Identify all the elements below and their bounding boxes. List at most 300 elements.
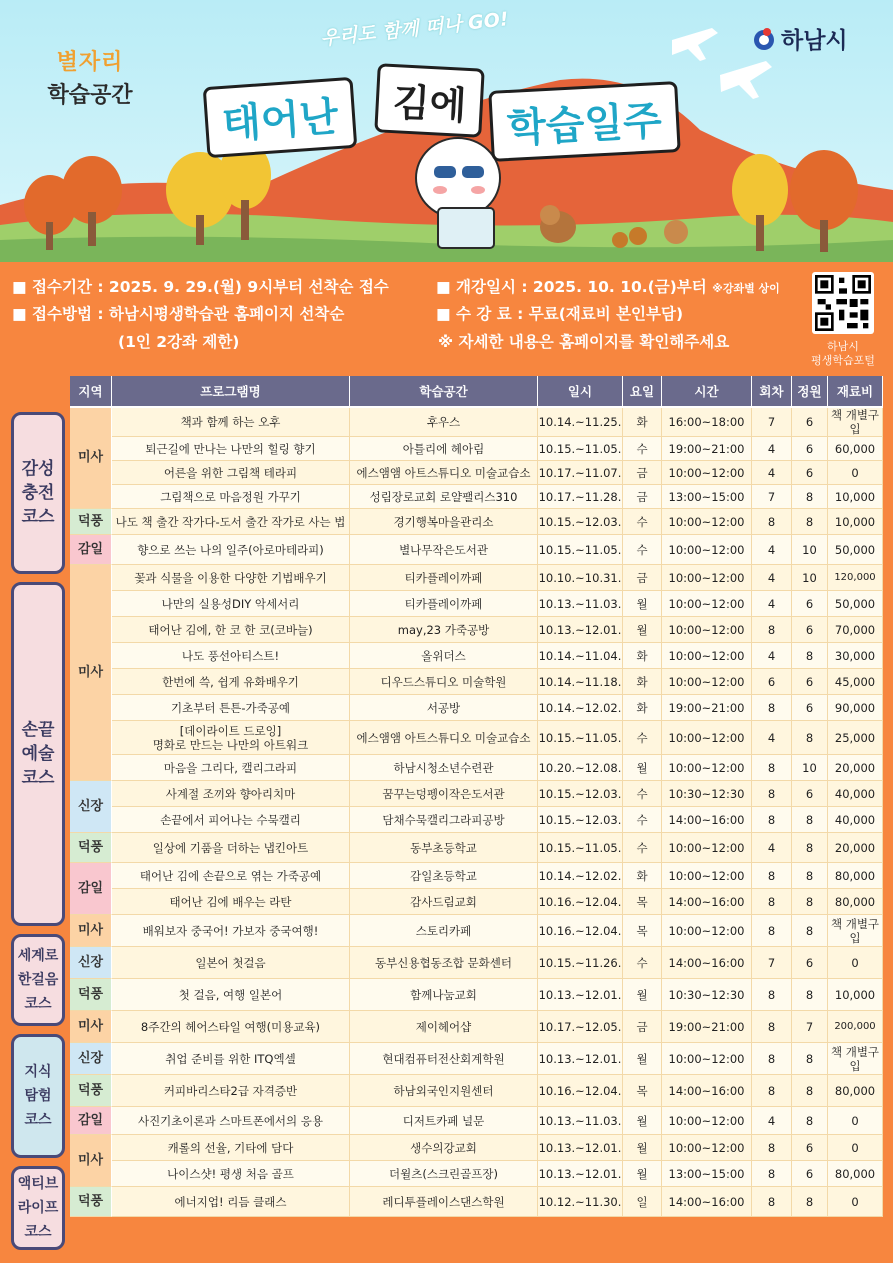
- info-more: ※ 자세한 내용은 홈페이지를 확인해주세요: [438, 333, 730, 351]
- cell-venue: 동부초등학교: [350, 833, 538, 863]
- cell-period: 10.20.~12.08.: [538, 755, 623, 781]
- cell-material-fee: 40,000: [828, 781, 883, 807]
- cell-time: 10:00~12:00: [662, 591, 752, 617]
- cell-day: 월: [623, 755, 662, 781]
- cell-period: 10.14.~11.25.: [538, 408, 623, 437]
- cell-venue: 에스앰앰 아트스튜디오 미술교습소: [350, 461, 538, 485]
- cell-day: 수: [623, 833, 662, 863]
- cell-region: 미사: [70, 1135, 112, 1187]
- cell-material-fee: 0: [828, 947, 883, 979]
- table-row: [70, 1187, 883, 1217]
- cell-period: 10.13.~12.01.: [538, 617, 623, 643]
- cell-region: 덕풍: [70, 1187, 112, 1217]
- cell-day: 월: [623, 617, 662, 643]
- cell-time: 10:00~12:00: [662, 863, 752, 889]
- cell-time: 19:00~21:00: [662, 1011, 752, 1043]
- cell-material-fee: 10,000: [828, 979, 883, 1011]
- cell-material-fee: 30,000: [828, 643, 883, 669]
- cell-material-fee: 90,000: [828, 695, 883, 721]
- cell-program: 나만의 실용성DIY 악세서리: [112, 591, 350, 617]
- course-label-text: 세계로 한걸음 코스: [17, 948, 59, 1012]
- table-row: [70, 807, 883, 833]
- cell-capacity: 8: [792, 915, 828, 947]
- cell-region: 덕풍: [70, 833, 112, 863]
- col-program: 프로그램명: [112, 376, 350, 408]
- cell-day: 목: [623, 889, 662, 915]
- cell-sessions: 8: [752, 807, 792, 833]
- cell-period: 10.13.~11.03.: [538, 1107, 623, 1135]
- course-label-text: 손끝 예술 코스: [21, 720, 55, 788]
- cell-capacity: 8: [792, 509, 828, 535]
- cell-time: 10:00~12:00: [662, 565, 752, 591]
- cell-program: 태어난 김에 배우는 라탄: [112, 889, 350, 915]
- table-row: [70, 1075, 883, 1107]
- cell-program: 손끝에서 피어나는 수묵캘리: [112, 807, 350, 833]
- cell-sessions: 4: [752, 1107, 792, 1135]
- cell-time: 10:30~12:30: [662, 781, 752, 807]
- cell-time: 10:00~12:00: [662, 669, 752, 695]
- cell-material-fee: 책 개별구입: [828, 408, 883, 437]
- col-material-fee: 재료비: [828, 376, 883, 408]
- col-venue: 학습공간: [350, 376, 538, 408]
- cell-program: 첫 걸음, 여행 일본어: [112, 979, 350, 1011]
- cell-time: 10:30~12:30: [662, 979, 752, 1011]
- cell-venue: 담채수묵캘리그라피공방: [350, 807, 538, 833]
- cell-day: 월: [623, 1135, 662, 1161]
- cell-sessions: 4: [752, 437, 792, 461]
- cell-day: 월: [623, 979, 662, 1011]
- cell-venue: 함께나눔교회: [350, 979, 538, 1011]
- cell-material-fee: 80,000: [828, 863, 883, 889]
- cell-program: 기초부터 튼튼-가죽공예: [112, 695, 350, 721]
- cell-sessions: 4: [752, 565, 792, 591]
- cell-material-fee: 80,000: [828, 889, 883, 915]
- cell-period: 10.16.~12.04.: [538, 1075, 623, 1107]
- cell-time: 10:00~12:00: [662, 535, 752, 565]
- cell-venue: 동부신용협동조합 문화센터: [350, 947, 538, 979]
- cell-material-fee: 60,000: [828, 437, 883, 461]
- cell-capacity: 6: [792, 695, 828, 721]
- cell-program: [데이라이트 드로잉] 명화로 만드는 나만의 아트워크: [112, 721, 350, 755]
- cell-program: 마음을 그리다, 캘리그라피: [112, 755, 350, 781]
- cell-sessions: 4: [752, 721, 792, 755]
- cell-day: 수: [623, 509, 662, 535]
- brand-name: 하남시: [781, 28, 848, 54]
- table-row: [70, 1107, 883, 1135]
- cell-capacity: 6: [792, 591, 828, 617]
- cell-period: 10.15.~11.05.: [538, 535, 623, 565]
- cell-day: 수: [623, 437, 662, 461]
- cell-period: 10.14.~12.02.: [538, 863, 623, 889]
- table-row: [70, 781, 883, 807]
- cell-period: 10.13.~12.01.: [538, 979, 623, 1011]
- cell-program: 어른을 위한 그림책 테라피: [112, 461, 350, 485]
- cell-period: 10.14.~11.04.: [538, 643, 623, 669]
- col-region: 지역: [70, 376, 112, 408]
- cell-region: 덕풍: [70, 979, 112, 1011]
- table-row: [70, 591, 883, 617]
- cell-material-fee: 10,000: [828, 485, 883, 509]
- cell-sessions: 8: [752, 1043, 792, 1075]
- cell-material-fee: 0: [828, 1135, 883, 1161]
- info-fee: ■ 수 강 료 : 무료(재료비 본인부담): [436, 305, 684, 323]
- cell-time: 10:00~12:00: [662, 509, 752, 535]
- table-row: [70, 695, 883, 721]
- cell-period: 10.15.~12.03.: [538, 781, 623, 807]
- cell-time: 10:00~12:00: [662, 1107, 752, 1135]
- cell-material-fee: 0: [828, 1107, 883, 1135]
- cell-sessions: 8: [752, 509, 792, 535]
- cell-sessions: 8: [752, 781, 792, 807]
- cell-venue: 하남외국인지원센터: [350, 1075, 538, 1107]
- program-table: [70, 376, 883, 1217]
- table-row: [70, 565, 883, 591]
- cell-period: 10.13.~12.01.: [538, 1135, 623, 1161]
- cell-capacity: 8: [792, 1107, 828, 1135]
- cell-day: 금: [623, 461, 662, 485]
- cell-day: 화: [623, 643, 662, 669]
- cell-day: 금: [623, 565, 662, 591]
- cell-program: 나도 책 출간 작가다-도서 출간 작가로 사는 법: [112, 509, 350, 535]
- table-row: [70, 485, 883, 509]
- cell-program: 캐롤의 선율, 기타에 담다: [112, 1135, 350, 1161]
- cell-material-fee: 20,000: [828, 755, 883, 781]
- cell-sessions: 8: [752, 1161, 792, 1187]
- cell-sessions: 7: [752, 408, 792, 437]
- cell-period: 10.13.~12.01.: [538, 1043, 623, 1075]
- table-row: [70, 915, 883, 947]
- cell-period: 10.15.~11.05.: [538, 833, 623, 863]
- cell-capacity: 8: [792, 721, 828, 755]
- cell-sessions: 8: [752, 695, 792, 721]
- cell-capacity: 8: [792, 863, 828, 889]
- course-label-active: [11, 1166, 65, 1250]
- cell-sessions: 8: [752, 755, 792, 781]
- cell-program: 한번에 쓱, 쉽게 유화배우기: [112, 669, 350, 695]
- cell-region: 감일: [70, 1107, 112, 1135]
- cell-capacity: 8: [792, 485, 828, 509]
- cell-sessions: 4: [752, 461, 792, 485]
- cell-sessions: 8: [752, 1011, 792, 1043]
- cell-sessions: 8: [752, 1187, 792, 1217]
- cell-time: 16:00~18:00: [662, 408, 752, 437]
- cell-day: 화: [623, 408, 662, 437]
- cell-venue: 후우스: [350, 408, 538, 437]
- cell-capacity: 8: [792, 833, 828, 863]
- course-label-text: 액티브 라이프 코스: [17, 1176, 59, 1240]
- table-row: [70, 979, 883, 1011]
- cell-time: 10:00~12:00: [662, 721, 752, 755]
- info-method: ■ 접수방법 : 하남시평생학습관 홈페이지 선착순: [12, 305, 345, 323]
- cell-program: 8주간의 헤어스타일 여행(미용교육): [112, 1011, 350, 1043]
- cell-capacity: 6: [792, 437, 828, 461]
- cell-region: 미사: [70, 915, 112, 947]
- cell-day: 월: [623, 1043, 662, 1075]
- cell-program: 향으로 쓰는 나의 일주(아로마테라피): [112, 535, 350, 565]
- cell-venue: 에스앰앰 아트스튜디오 미술교습소: [350, 721, 538, 755]
- info-limit: (1인 2강좌 제한): [118, 333, 240, 351]
- info-start: [436, 275, 780, 297]
- cell-capacity: 6: [792, 669, 828, 695]
- slogan: 우리도 함께 떠나 GO!: [319, 8, 510, 50]
- cell-venue: 스토리카페: [350, 915, 538, 947]
- cell-material-fee: 70,000: [828, 617, 883, 643]
- cell-program: 일본어 첫걸음: [112, 947, 350, 979]
- logo-line1: 별자리: [56, 50, 124, 75]
- cell-day: 월: [623, 1107, 662, 1135]
- cell-material-fee: 0: [828, 461, 883, 485]
- cell-venue: 티카플레이까페: [350, 565, 538, 591]
- cell-program: 나도 풍선아티스트!: [112, 643, 350, 669]
- cell-material-fee: 10,000: [828, 509, 883, 535]
- course-label-world: [11, 934, 65, 1026]
- cell-capacity: 6: [792, 461, 828, 485]
- cell-period: 10.13.~11.03.: [538, 591, 623, 617]
- qr-code[interactable]: [812, 272, 874, 334]
- cell-sessions: 7: [752, 485, 792, 509]
- cell-time: 14:00~16:00: [662, 807, 752, 833]
- cell-material-fee: 40,000: [828, 807, 883, 833]
- cell-sessions: 4: [752, 535, 792, 565]
- cell-capacity: 6: [792, 1135, 828, 1161]
- cell-venue: 제이헤어샵: [350, 1011, 538, 1043]
- cell-venue: 꿈꾸는덩펭이작은도서관: [350, 781, 538, 807]
- cell-venue: 디우드스튜디오 미술학원: [350, 669, 538, 695]
- table-row: [70, 535, 883, 565]
- cell-material-fee: 0: [828, 1187, 883, 1217]
- cell-venue: 성림장로교회 로얄팰리스310: [350, 485, 538, 509]
- cell-venue: 경기행복마을관리소: [350, 509, 538, 535]
- cell-venue: 티카플레이까페: [350, 591, 538, 617]
- table-row: [70, 1135, 883, 1161]
- cell-day: 수: [623, 781, 662, 807]
- cell-sessions: 4: [752, 591, 792, 617]
- cell-time: 13:00~15:00: [662, 1161, 752, 1187]
- cell-period: 10.15.~11.26.: [538, 947, 623, 979]
- cell-day: 수: [623, 721, 662, 755]
- cell-day: 화: [623, 695, 662, 721]
- col-time: 시간: [662, 376, 752, 408]
- cell-capacity: 6: [792, 781, 828, 807]
- cell-material-fee: 50,000: [828, 591, 883, 617]
- cell-program: 커피바리스타2급 자격증반: [112, 1075, 350, 1107]
- table-row: [70, 947, 883, 979]
- cell-time: 14:00~16:00: [662, 1187, 752, 1217]
- cell-day: 수: [623, 807, 662, 833]
- cell-venue: 감일초등학교: [350, 863, 538, 889]
- cell-capacity: 8: [792, 1075, 828, 1107]
- cell-period: 10.12.~11.30.: [538, 1187, 623, 1217]
- cell-region: 미사: [70, 565, 112, 781]
- table-row: [70, 509, 883, 535]
- cell-day: 수: [623, 947, 662, 979]
- cell-capacity: 6: [792, 947, 828, 979]
- table-row: [70, 643, 883, 669]
- course-label-text: 지식 탐험 코스: [24, 1064, 52, 1128]
- cell-venue: 감사드림교회: [350, 889, 538, 915]
- cell-time: 10:00~12:00: [662, 1135, 752, 1161]
- cell-region: 감일: [70, 535, 112, 565]
- cell-day: 수: [623, 535, 662, 565]
- cell-region: 덕풍: [70, 509, 112, 535]
- cell-venue: 생수의강교회: [350, 1135, 538, 1161]
- title-part-1: 태어난: [203, 77, 358, 158]
- program-table-wrapper: [70, 376, 883, 1217]
- cell-time: 10:00~12:00: [662, 833, 752, 863]
- cell-program: 일상에 기품을 더하는 냅킨아트: [112, 833, 350, 863]
- cell-material-fee: 80,000: [828, 1075, 883, 1107]
- cell-day: 목: [623, 915, 662, 947]
- table-row: [70, 1161, 883, 1187]
- cell-time: 10:00~12:00: [662, 461, 752, 485]
- table-row: [70, 1043, 883, 1075]
- cell-time: 14:00~16:00: [662, 947, 752, 979]
- qr-caption: [798, 340, 888, 368]
- info-start-text: ■ 개강일시 : 2025. 10. 10.(금)부터: [436, 278, 707, 296]
- cell-program: 사진기초이론과 스마트폰에서의 응용: [112, 1107, 350, 1135]
- cell-program: 에너지업! 리듬 클래스: [112, 1187, 350, 1217]
- cell-time: 14:00~16:00: [662, 1075, 752, 1107]
- table-row: [70, 669, 883, 695]
- qr-caption-line2: 평생학습포털: [811, 354, 875, 367]
- cell-sessions: 8: [752, 1135, 792, 1161]
- col-day: 요일: [623, 376, 662, 408]
- cell-period: 10.17.~11.07.: [538, 461, 623, 485]
- table-row: [70, 833, 883, 863]
- cell-sessions: 8: [752, 1075, 792, 1107]
- cell-program: 취업 준비를 위한 ITQ엑셀: [112, 1043, 350, 1075]
- cell-time: 10:00~12:00: [662, 755, 752, 781]
- cell-material-fee: 20,000: [828, 833, 883, 863]
- cell-program: 그림책으로 마음정원 가꾸기: [112, 485, 350, 509]
- cell-venue: 현대컴퓨터전산회계학원: [350, 1043, 538, 1075]
- cell-day: 화: [623, 863, 662, 889]
- cell-day: 화: [623, 669, 662, 695]
- info-start-note: ※강좌별 상이: [712, 282, 780, 295]
- title-part-3: 학습일주: [488, 81, 680, 162]
- logo-line2: 학습공간: [47, 83, 133, 108]
- cell-material-fee: 120,000: [828, 565, 883, 591]
- cell-capacity: 8: [792, 1187, 828, 1217]
- cell-capacity: 8: [792, 1043, 828, 1075]
- cell-sessions: 7: [752, 947, 792, 979]
- info-period: ■ 접수기간 : 2025. 9. 29.(월) 9시부터 선착순 접수: [12, 278, 389, 296]
- table-row: [70, 437, 883, 461]
- cell-time: 14:00~16:00: [662, 889, 752, 915]
- cell-program: 퇴근길에 만나는 나만의 힐링 향기: [112, 437, 350, 461]
- cell-capacity: 8: [792, 643, 828, 669]
- cell-region: 감일: [70, 863, 112, 915]
- cell-sessions: 8: [752, 617, 792, 643]
- cell-period: 10.14.~12.02.: [538, 695, 623, 721]
- course-label-knowledge: [11, 1034, 65, 1158]
- cell-time: 19:00~21:00: [662, 695, 752, 721]
- cell-time: 10:00~12:00: [662, 617, 752, 643]
- star-learning-logo: [40, 45, 140, 109]
- course-label-handcraft: [11, 582, 65, 926]
- cell-program: 사계절 조끼와 향아리치마: [112, 781, 350, 807]
- cell-venue: 하남시청소년수련관: [350, 755, 538, 781]
- cell-day: 금: [623, 485, 662, 509]
- cell-sessions: 4: [752, 643, 792, 669]
- cell-program: 배워보자 중국어! 가보자 중국여행!: [112, 915, 350, 947]
- hanam-emblem-icon: [752, 27, 776, 51]
- col-period: 일시: [538, 376, 623, 408]
- table-row: [70, 889, 883, 915]
- table-row: [70, 721, 883, 755]
- cell-venue: 더윌츠(스크린골프장): [350, 1161, 538, 1187]
- qr-caption-line1: 하남시: [827, 340, 859, 353]
- cell-capacity: 10: [792, 565, 828, 591]
- table-row: [70, 863, 883, 889]
- cell-period: 10.15.~12.03.: [538, 807, 623, 833]
- cell-sessions: 8: [752, 863, 792, 889]
- cell-sessions: 8: [752, 979, 792, 1011]
- cell-region: 신장: [70, 1043, 112, 1075]
- cell-period: 10.17.~12.05.: [538, 1011, 623, 1043]
- cell-day: 금: [623, 1011, 662, 1043]
- cell-region: 신장: [70, 781, 112, 833]
- course-label-text: 감성 충전 코스: [21, 459, 55, 527]
- cell-day: 일: [623, 1187, 662, 1217]
- cell-time: 10:00~12:00: [662, 915, 752, 947]
- cell-capacity: 8: [792, 889, 828, 915]
- cell-sessions: 8: [752, 915, 792, 947]
- cell-period: 10.16.~12.04.: [538, 915, 623, 947]
- cell-capacity: 7: [792, 1011, 828, 1043]
- cell-region: 신장: [70, 947, 112, 979]
- cell-capacity: 8: [792, 979, 828, 1011]
- table-row: [70, 755, 883, 781]
- cell-material-fee: 25,000: [828, 721, 883, 755]
- cell-time: 10:00~12:00: [662, 1043, 752, 1075]
- cell-program: 태어난 김에 손끝으로 엮는 가죽공예: [112, 863, 350, 889]
- table-row: [70, 461, 883, 485]
- cell-program: 꽃과 식물을 이용한 다양한 기법배우기: [112, 565, 350, 591]
- cell-day: 월: [623, 1161, 662, 1187]
- cell-venue: 아틀리에 헤아림: [350, 437, 538, 461]
- header-banner: [0, 0, 893, 262]
- cell-region: 미사: [70, 1011, 112, 1043]
- cell-venue: 서공방: [350, 695, 538, 721]
- table-row: [70, 617, 883, 643]
- cell-material-fee: 200,000: [828, 1011, 883, 1043]
- title-part-2: 김에: [374, 63, 485, 138]
- cell-period: 10.17.~11.28.: [538, 485, 623, 509]
- table-header-row: [70, 376, 883, 408]
- hanam-city-logo: [752, 22, 848, 55]
- cell-period: 10.15.~11.05.: [538, 437, 623, 461]
- cell-period: 10.15.~12.03.: [538, 509, 623, 535]
- course-label-emotion: [11, 412, 65, 574]
- cell-sessions: 8: [752, 889, 792, 915]
- col-capacity: 정원: [792, 376, 828, 408]
- cell-period: 10.14.~11.18.: [538, 669, 623, 695]
- cell-material-fee: 80,000: [828, 1161, 883, 1187]
- cell-sessions: 4: [752, 833, 792, 863]
- table-row: [70, 408, 883, 437]
- cell-venue: may,23 가죽공방: [350, 617, 538, 643]
- cell-sessions: 6: [752, 669, 792, 695]
- cell-material-fee: 책 개별구입: [828, 915, 883, 947]
- cell-capacity: 8: [792, 807, 828, 833]
- cell-program: 책과 함께 하는 오후: [112, 408, 350, 437]
- cell-time: 10:00~12:00: [662, 643, 752, 669]
- cell-capacity: 6: [792, 617, 828, 643]
- cell-period: 10.15.~11.05.: [538, 721, 623, 755]
- table-body: [70, 408, 883, 1217]
- table-row: [70, 1011, 883, 1043]
